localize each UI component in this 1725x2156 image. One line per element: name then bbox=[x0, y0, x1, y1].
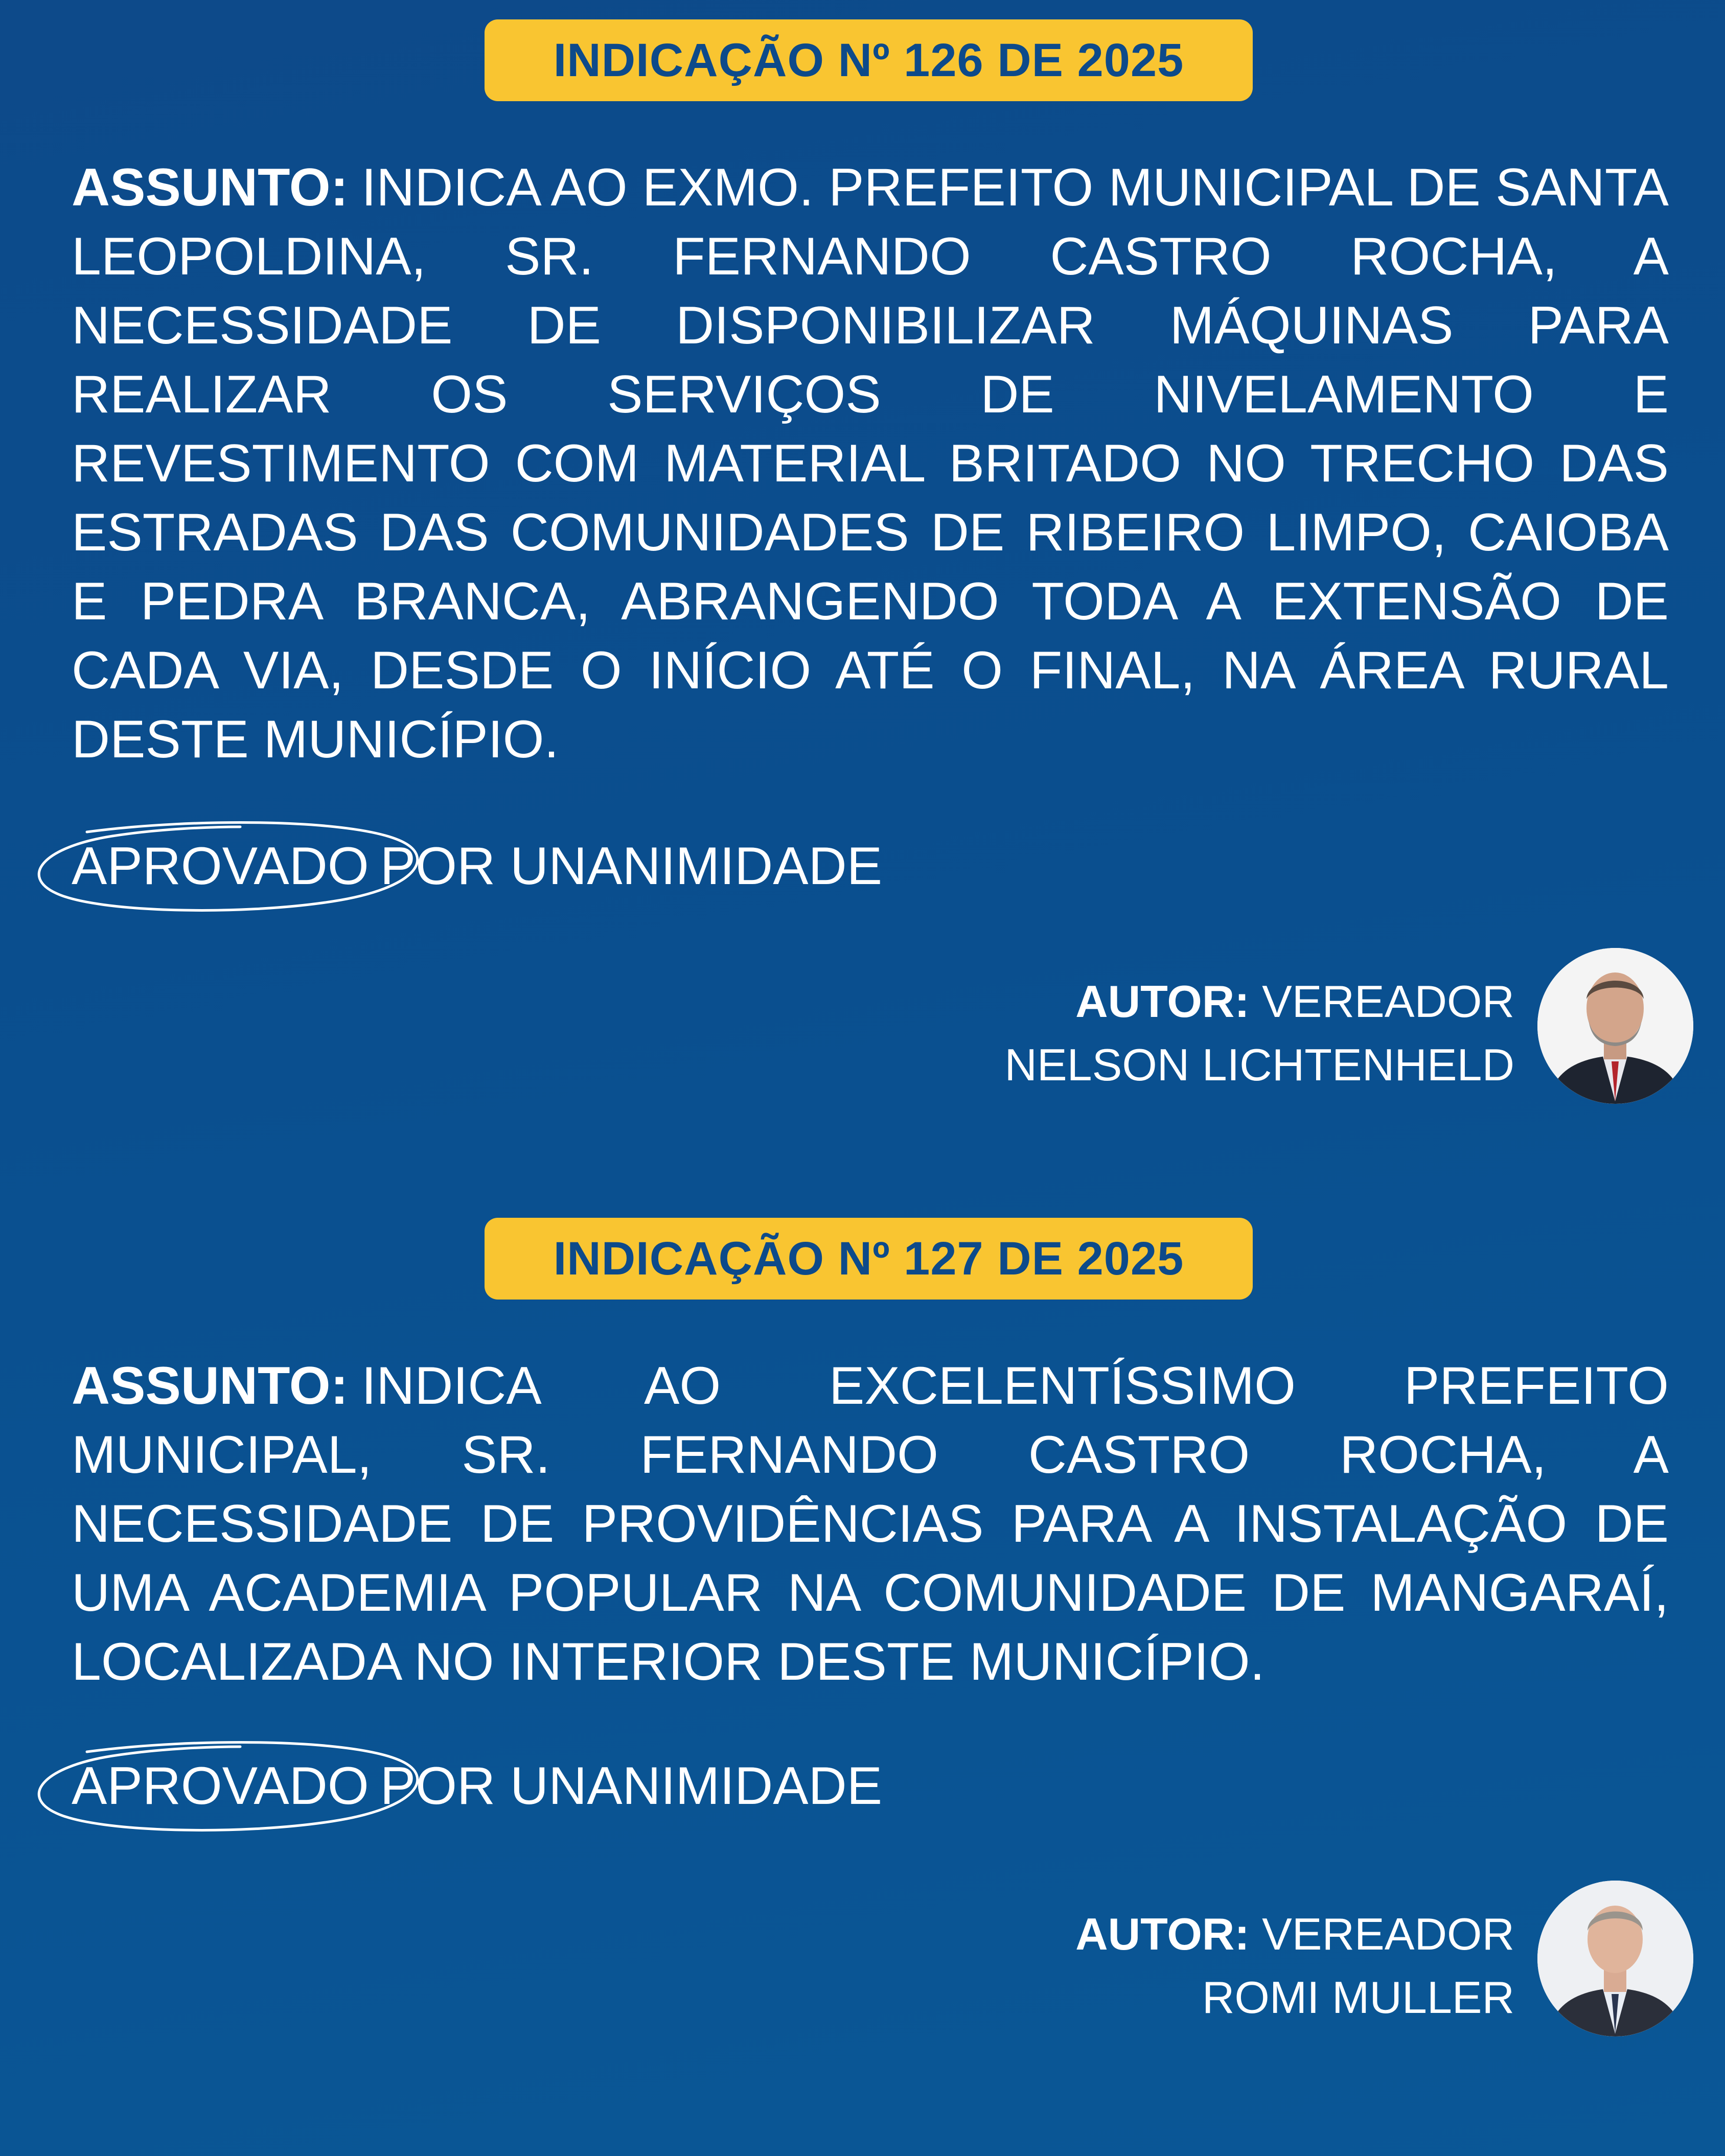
approved-circled bbox=[72, 833, 369, 899]
author-avatar bbox=[1537, 1881, 1693, 2036]
subject-text: INDICA AO EXMO. PREFEITO MUNICIPAL DE SANTA LEOPOLDINA, SR. FERNANDO CASTRO ROCHA, A NECESSIDADE DE DISPONIBILIZAR MÁQUINAS PARA REALIZAR OS SERVIÇOS DE NIVELAMENTO E REVESTIMENTO COM MATERIAL BRITADO NO TRECHO DAS ESTRADAS DAS COMUNIDADES DE RIBEIRO LIMPO, CAIOBA E PEDRA BRANCA, ABRANGENDO TODA A EXTENSÃO DE CADA VIA, DESDE O INÍCIO ATÉ O FINAL, NA ÁREA RURAL DESTE MUNICÍPIO. bbox=[72, 158, 1669, 769]
author-avatar bbox=[1537, 948, 1693, 1104]
hand-drawn-circle-icon bbox=[26, 1731, 486, 1844]
hand-drawn-circle-icon bbox=[26, 812, 486, 924]
subject-text: INDICA AO EXCELENTÍSSIMO PREFEITO MUNICIPAL, SR. FERNANDO CASTRO ROCHA, A NECESSIDADE DE PROVIDÊNCIAS PARA A INSTALAÇÃO DE UMA ACADEMIA POPULAR NA COMUNIDADE DE MANGARAÍ, LOCALIZADA NO INTERIOR DESTE MUNICÍPIO. bbox=[72, 1356, 1669, 1691]
approved-word: APROVADO bbox=[72, 1756, 369, 1816]
person-portrait-icon bbox=[1537, 948, 1693, 1104]
approval-rest: POR UNANIMIDADE bbox=[380, 837, 883, 896]
author-block bbox=[1075, 1903, 1514, 2029]
approval-status bbox=[72, 1753, 882, 1819]
indication-title-badge: INDICAÇÃO Nº 127 DE 2025 bbox=[485, 1218, 1253, 1300]
author-block bbox=[1004, 970, 1514, 1097]
subject-paragraph bbox=[72, 153, 1669, 774]
subject-label: ASSUNTO: bbox=[72, 158, 349, 217]
approval-status bbox=[72, 833, 882, 899]
author-label: AUTOR: bbox=[1075, 1909, 1250, 1959]
approval-rest: POR UNANIMIDADE bbox=[380, 1756, 883, 1816]
author-name: NELSON LICHTENHELD bbox=[1004, 1039, 1514, 1090]
author-label: AUTOR: bbox=[1075, 976, 1250, 1027]
author-role: VEREADOR bbox=[1262, 976, 1514, 1027]
author-role: VEREADOR bbox=[1262, 1909, 1514, 1959]
subject-label: ASSUNTO: bbox=[72, 1356, 349, 1416]
approved-word: APROVADO bbox=[72, 837, 369, 896]
author-name: ROMI MULLER bbox=[1202, 1972, 1514, 2023]
person-portrait-icon bbox=[1537, 1881, 1693, 2036]
indication-title-badge: INDICAÇÃO Nº 126 DE 2025 bbox=[485, 19, 1253, 101]
approved-circled bbox=[72, 1753, 369, 1819]
subject-paragraph bbox=[72, 1352, 1669, 1697]
